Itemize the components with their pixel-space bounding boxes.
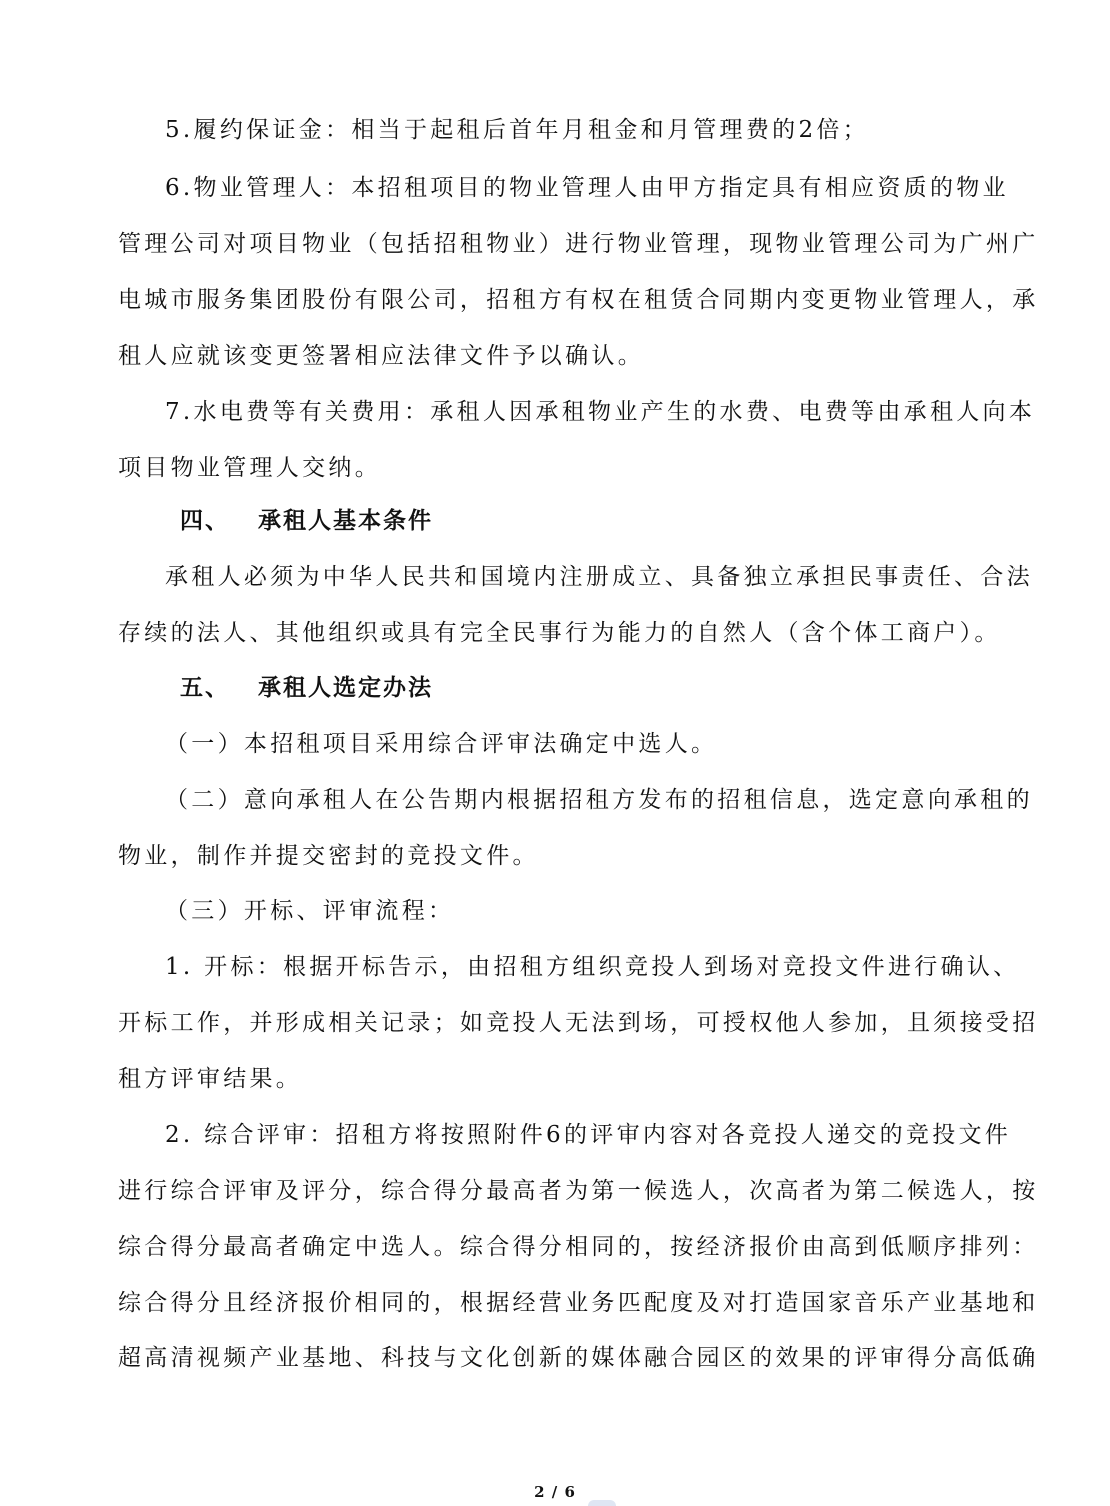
- paragraph-line: 5.履约保证金：相当于起租后首年月租金和月管理费的2倍；: [165, 117, 869, 143]
- paragraph-line: （二）意向承租人在公告期内根据招租方发布的招租信息，选定意向承租的: [165, 787, 1033, 813]
- paragraph-line: 物业，制作并提交密封的竞投文件。: [118, 843, 539, 869]
- paragraph-line: 6.物业管理人：本招租项目的物业管理人由甲方指定具有相应资质的物业: [165, 175, 1009, 201]
- paragraph-line: 超高清视频产业基地、科技与文化创新的媒体融合园区的效果的评审得分高低确: [118, 1345, 1039, 1371]
- paragraph-line: 承租人必须为中华人民共和国境内注册成立、具备独立承担民事责任、合法: [165, 564, 1033, 590]
- paragraph-line: 进行综合评审及评分，综合得分最高者为第一候选人，次高者为第二候选人，按: [118, 1178, 1039, 1204]
- paragraph-line: 存续的法人、其他组织或具有完全民事行为能力的自然人（含个体工商户）。: [118, 620, 1001, 646]
- paragraph-line: 租人应就该变更签署相应法律文件予以确认。: [118, 343, 644, 369]
- section-heading-5: [180, 672, 433, 704]
- section-heading-4: [180, 505, 433, 537]
- paragraph-line: 项目物业管理人交纳。: [118, 455, 381, 481]
- paragraph-line: 管理公司对项目物业（包括招租物业）进行物业管理，现物业管理公司为广州广: [118, 231, 1039, 257]
- paragraph-line: 2. 综合评审：招租方将按照附件6的评审内容对各竞投人递交的竞投文件: [165, 1122, 1012, 1148]
- page-number: 2 / 6: [534, 1483, 576, 1501]
- paragraph-line: 7.水电费等有关费用：承租人因承租物业产生的水费、电费等由承租人向本: [165, 399, 1036, 425]
- paragraph-line: 综合得分最高者确定中选人。综合得分相同的，按经济报价由高到低顺序排列：: [118, 1234, 1039, 1260]
- paragraph-line: 开标工作，并形成相关记录；如竞投人无法到场，可授权他人参加，且须接受招: [118, 1010, 1039, 1036]
- section-title: 承租人选定办法: [258, 674, 433, 701]
- paragraph-line: 电城市服务集团股份有限公司，招租方有权在租赁合同期内变更物业管理人，承: [118, 287, 1039, 313]
- section-number: 五、: [180, 674, 230, 701]
- section-title: 承租人基本条件: [258, 507, 433, 534]
- paragraph-line: 1. 开标：根据开标告示，由招租方组织竞投人到场对竞投文件进行确认、: [165, 954, 1020, 980]
- paragraph-line: 综合得分且经济报价相同的，根据经营业务匹配度及对打造国家音乐产业基地和: [118, 1290, 1039, 1316]
- paragraph-line: 租方评审结果。: [118, 1066, 303, 1092]
- paragraph-line: （三）开标、评审流程：: [165, 898, 455, 924]
- page-edge-mark: [588, 1500, 616, 1506]
- paragraph-line: （一）本招租项目采用综合评审法确定中选人。: [165, 731, 718, 757]
- section-number: 四、: [180, 507, 230, 534]
